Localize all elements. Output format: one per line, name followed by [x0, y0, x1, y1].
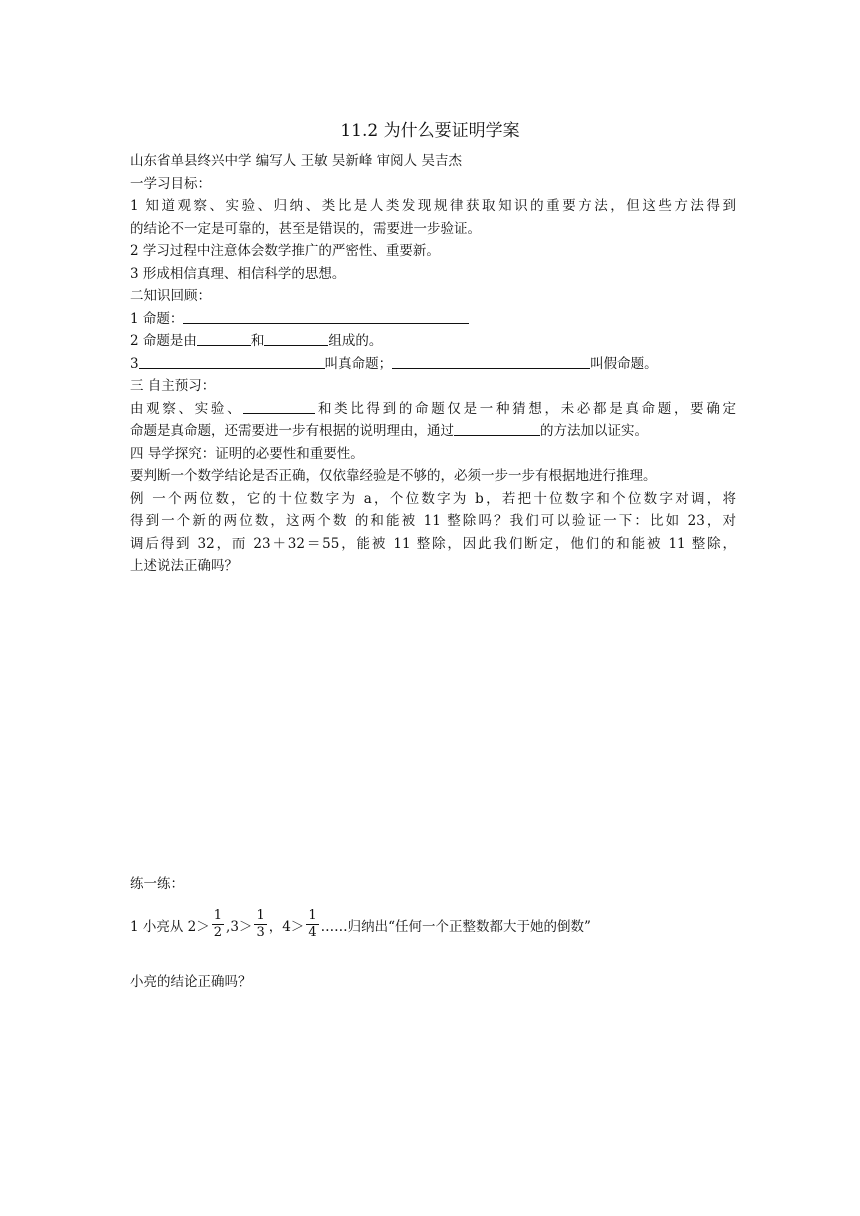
document-body: [130, 150, 736, 578]
review-q1-blank[interactable]: [183, 309, 469, 324]
objective-1-line2: 的结论不一定是可靠的，甚至是错误的，需要进一步验证。: [130, 220, 481, 237]
preview-line1-b: 和类比得到的命题仅是一种猜想，未必都是真命题，要确定: [315, 400, 737, 417]
fraction-2-numerator: 1: [256, 908, 265, 923]
fraction-one-half: [212, 908, 224, 941]
fraction-2-denominator: 3: [256, 925, 265, 940]
review-q3-suffix: 叫假命题。: [590, 355, 658, 372]
review-q2-blank-2[interactable]: [264, 331, 328, 346]
author-line: 山东省单县终兴中学 编写人 王敏 吴新峰 审阅人 吴吉杰: [130, 153, 462, 169]
review-q2-blank-1[interactable]: [197, 331, 251, 346]
fraction-3-numerator: 1: [308, 908, 317, 923]
fraction-1-numerator: 1: [213, 908, 223, 923]
review-q3-blank-2[interactable]: [392, 354, 590, 369]
fraction-one-third: [254, 908, 266, 941]
objective-1-line1: 1 知道观察、实验、归纳、类比是人类发现规律获取知识的重要方法，但这些方法得到: [130, 198, 736, 214]
review-q2-prefix: 2 命题是由: [130, 333, 197, 349]
practice-q1-sep2: ，4＞: [268, 918, 305, 935]
preview-line2-a: 命题是真命题，还需要进一步有根据的说明理由，通过: [130, 423, 454, 439]
explore-paragraph: 要判断一个数学结论是否正确，仅依靠经验是不够的，必须一步一步有根据地进行推理。: [130, 468, 657, 484]
preview-line1-a: 由观察、实验、: [130, 400, 244, 417]
practice-q1: [130, 908, 591, 948]
preview-line1: [130, 398, 736, 421]
review-q2: [130, 330, 736, 353]
practice-q1-suffix: ……归纳出“任何一个正整数都大于她的倒数”: [320, 918, 591, 935]
review-q2-mid: 和: [250, 333, 265, 349]
preview-blank-2[interactable]: [454, 421, 540, 436]
example-line4: 上述说法正确吗？: [130, 558, 238, 574]
preview-line2-b: 的方法加以证实。: [540, 423, 648, 439]
review-q3-blank-1[interactable]: [139, 354, 325, 369]
review-q3: [130, 353, 736, 376]
review-q3-prefix: 3: [130, 355, 139, 372]
objective-3: 3 形成相信真理、相信科学的思想。: [130, 265, 346, 282]
document-title: 11.2 为什么要证明学案: [340, 121, 520, 141]
section4-heading: 四 导学探究：证明的必要性和重要性。: [130, 445, 364, 462]
review-q2-suffix: 组成的。: [328, 333, 383, 349]
section3-heading: 三 自主预习：: [130, 378, 216, 394]
preview-blank-1[interactable]: [243, 399, 315, 414]
example-line3: 调后得到 32，而 23＋32＝55，能被 11 整除，因此我们断定，他们的和能被 11 整除，: [130, 535, 736, 552]
review-q3-mid: 叫真命题；: [324, 355, 393, 372]
section1-heading: 一学习目标：: [130, 175, 211, 192]
fraction-1-denominator: 2: [213, 925, 223, 940]
objective-2: 2 学习过程中注意体会数学推广的严密性、重要新。: [130, 243, 440, 259]
preview-line2: [130, 420, 736, 443]
fraction-one-quarter: [306, 908, 318, 941]
practice-q1-sep1: ,3＞: [226, 918, 253, 935]
example-line1: 例 一个两位数，它的十位数字为 a，个位数字为 b，若把十位数字和个位数字对调，将: [130, 490, 736, 507]
practice-q1-prefix: 1 小亮从 2＞: [130, 918, 210, 935]
example-line2: 得到一个新的两位数，这两个数 的和能被 11 整除吗？我们可以验证一下：比如 23，对: [130, 513, 736, 529]
practice-q2: 小亮的结论正确吗？: [130, 974, 252, 990]
practice-heading: 练一练：: [130, 876, 184, 892]
section2-heading: 二知识回顾：: [130, 288, 211, 304]
review-q1: [130, 308, 736, 331]
fraction-3-denominator: 4: [308, 925, 317, 940]
review-q1-prefix: 1 命题：: [130, 310, 184, 327]
